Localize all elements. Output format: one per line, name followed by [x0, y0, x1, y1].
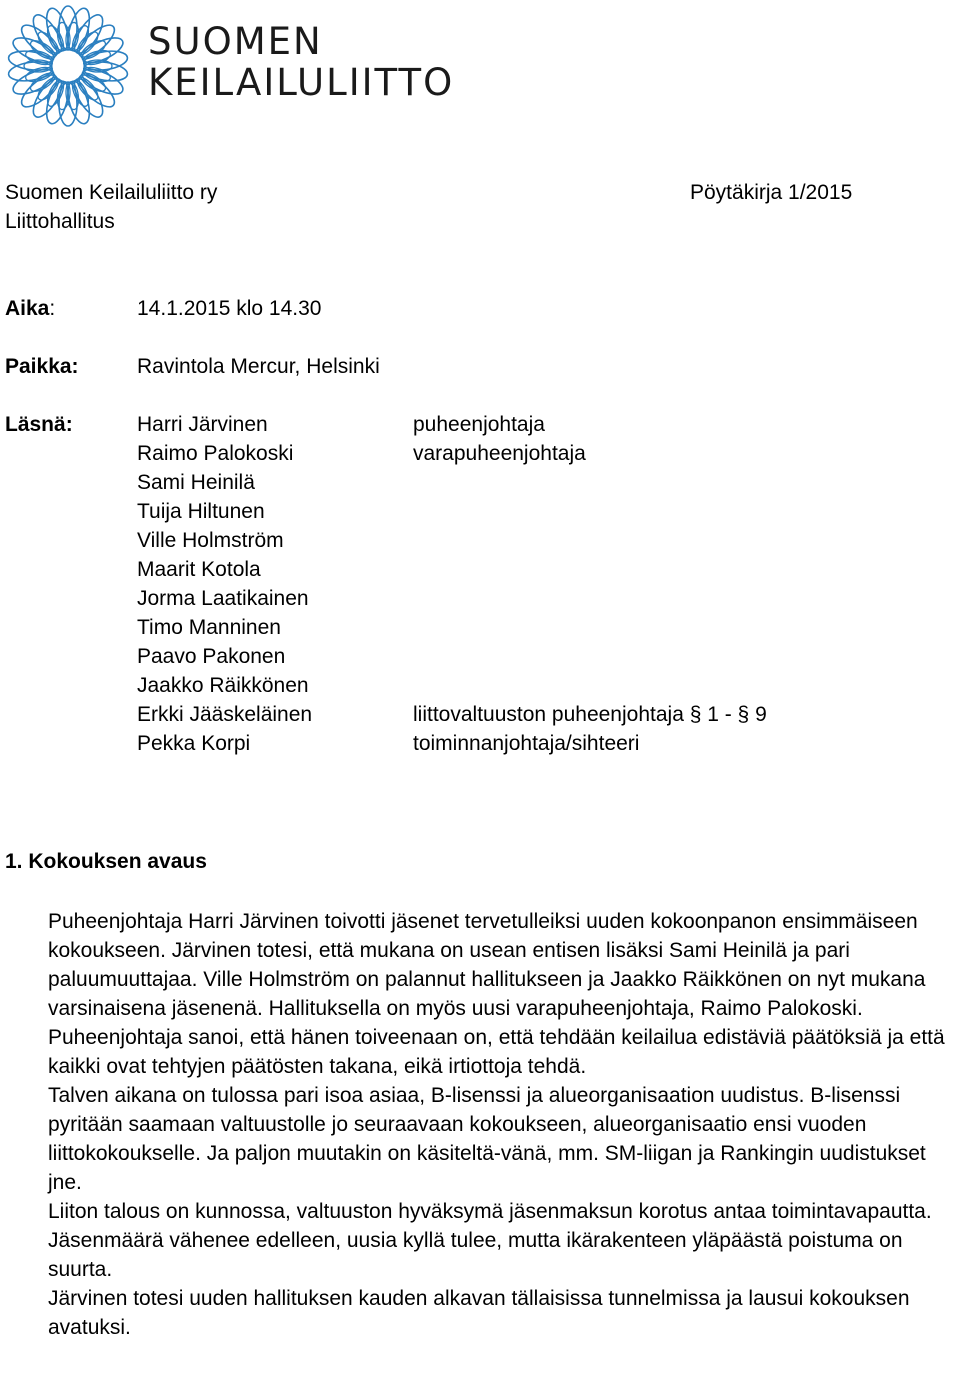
paragraph: Puheenjohtaja Harri Järvinen toivotti jäsenet tervetulleiksi uuden kokoonpanon ensimmäiseen kokoukseen. Järvinen totesi, että mukana on usean entisen lisäksi Sami Heinilä ja pari paluumuuttajaa. Ville Holmström on palannut hallitukseen ja Jaakko Räikkönen on nyt mukana varsinaisena jäsenenä. Hallituksella on myös uusi varapuheenjohtaja, Raimo Palokoski.	[48, 910, 926, 1020]
organization-name: Suomen Keilailuliitto ry	[5, 181, 218, 204]
section-body	[48, 907, 948, 1342]
time-label-row	[5, 297, 55, 321]
paragraph: Puheenjohtaja sanoi, että hänen toiveenaan on, että tehdään keilailua edistäviä päätöksiä ja että kaikki ovat tehtyjen päätösten takana, eikä irtiottoja tehdä.	[48, 1026, 945, 1078]
attendee-name: Maarit Kotola	[137, 558, 261, 581]
attendee-name: Harri Järvinen	[137, 413, 268, 436]
paragraph: Liiton talous on kunnossa, valtuuston hyväksymä jäsenmaksun korotus antaa toimintavapautta.	[48, 1200, 932, 1223]
attendee-name: Tuija Hiltunen	[137, 500, 265, 523]
attendee-name: Paavo Pakonen	[137, 645, 286, 668]
paragraph: Talven aikana on tulossa pari isoa asiaa, B-lisenssi ja alueorganisaation uudistus. B-lisenssi pyritään saamaan valtuustolle jo seuraavaan kokoukseen, alueorganisaatio ensi vuoden liittokokoukselle. Ja paljon muutakin on käsiteltä-vänä, mm. SM-liigan ja Rankingin uudistukset jne.	[48, 1084, 926, 1194]
attendee-role: puheenjohtaja	[413, 413, 545, 436]
time-value: 14.1.2015 klo 14.30	[137, 297, 322, 320]
section-heading: 1. Kokouksen avaus	[5, 850, 207, 873]
logo-wordmark-line2: KEILAILULIITTO	[148, 61, 455, 104]
emblem-inner-petal	[78, 37, 108, 62]
place-label: Paikka:	[5, 355, 79, 378]
emblem-inner-petal	[28, 70, 58, 95]
attendee-name: Sami Heinilä	[137, 471, 255, 494]
attendee-name: Raimo Palokoski	[137, 442, 294, 465]
document-number: Pöytäkirja 1/2015	[690, 181, 853, 204]
attendee-name: Jorma Laatikainen	[137, 587, 309, 610]
attendee-role: liittovaltuuston puheenjohtaja § 1 - § 9	[413, 703, 767, 726]
paragraph: Järvinen totesi uuden hallituksen kauden alkavan tällaisissa tunnelmissa ja lausui kokouksen avatuksi.	[48, 1287, 910, 1339]
governing-body: Liittohallitus	[5, 210, 115, 233]
attendee-name: Pekka Korpi	[137, 732, 251, 755]
emblem-inner-petal	[28, 37, 58, 62]
attendee-name: Jaakko Räikkönen	[137, 674, 309, 697]
attendee-name: Erkki Jääskeläinen	[137, 703, 313, 726]
keilailuliitto-logo-emblem	[5, 3, 131, 129]
attendee-name: Ville Holmström	[137, 529, 284, 552]
time-label: Aika	[5, 297, 50, 320]
time-label-colon: :	[49, 297, 56, 320]
paragraph: Jäsenmäärä vähenee edelleen, uusia kyllä tulee, mutta ikärakenteen yläpäästä poistuma on suurta.	[48, 1229, 903, 1281]
logo-wordmark-line1: SUOMEN	[148, 20, 323, 63]
attendee-role: varapuheenjohtaja	[413, 442, 586, 465]
place-value: Ravintola Mercur, Helsinki	[137, 355, 380, 378]
attendee-role: toiminnanjohtaja/sihteeri	[413, 732, 640, 755]
attendee-name: Timo Manninen	[137, 616, 281, 639]
emblem-inner-petal	[78, 70, 108, 95]
present-label: Läsnä:	[5, 413, 73, 436]
